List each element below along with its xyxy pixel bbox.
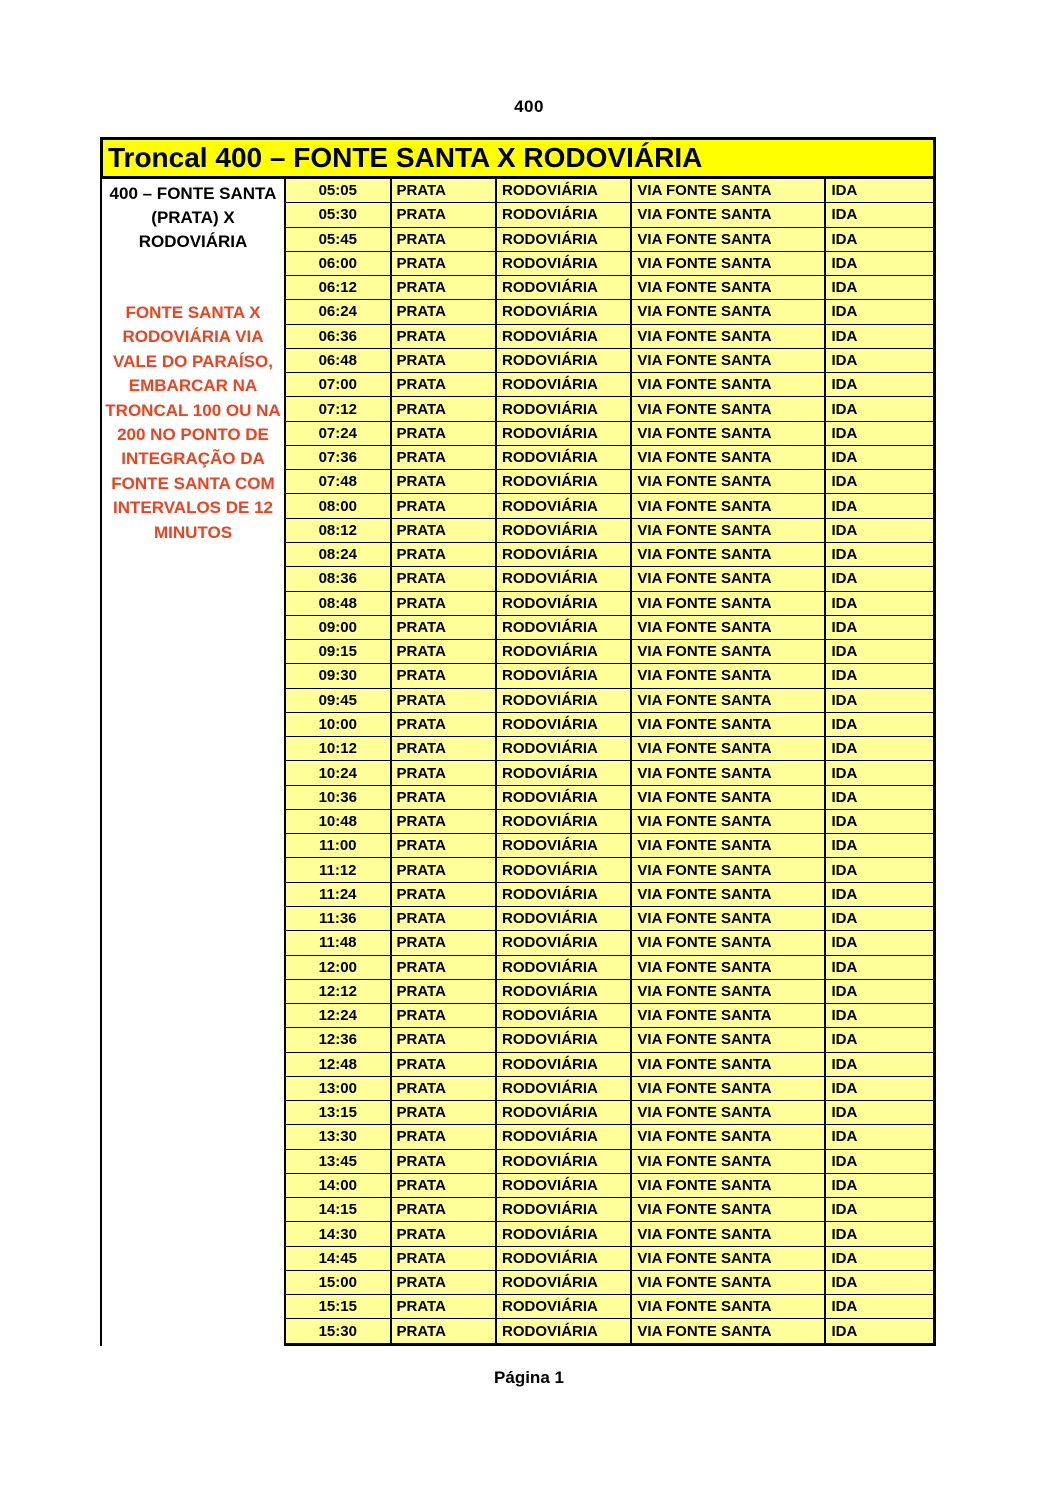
table-row [286, 761, 933, 785]
destination-cell: RODOVIÁRIA [497, 664, 632, 687]
table-row [286, 567, 933, 591]
origin-cell: PRATA [392, 907, 498, 930]
departure-time-cell: 13:45 [286, 1150, 392, 1173]
table-row [286, 1150, 933, 1174]
origin-cell: PRATA [392, 834, 498, 857]
direction-cell: IDA [831, 1201, 858, 1219]
table-row [286, 956, 933, 980]
departure-time-cell: 10:12 [286, 737, 392, 760]
direction-cell: IDA [831, 764, 858, 782]
destination-cell: RODOVIÁRIA [497, 956, 632, 979]
destination-cell: RODOVIÁRIA [497, 737, 632, 760]
departure-time-cell: 09:15 [286, 640, 392, 663]
direction-cell: IDA [831, 230, 858, 248]
destination-cell: RODOVIÁRIA [497, 276, 632, 299]
destination-cell: RODOVIÁRIA [497, 786, 632, 809]
via-cell: VIA FONTE SANTA [632, 519, 826, 542]
destination-cell: RODOVIÁRIA [497, 689, 632, 712]
table-row [286, 203, 933, 227]
table-row [286, 325, 933, 349]
via-cell: VIA FONTE SANTA [632, 786, 826, 809]
origin-cell: PRATA [392, 1295, 498, 1318]
via-cell: VIA FONTE SANTA [632, 1028, 826, 1051]
table-row [286, 1247, 933, 1271]
direction-cell: IDA [831, 1055, 858, 1073]
destination-cell: RODOVIÁRIA [497, 397, 632, 420]
destination-cell: RODOVIÁRIA [497, 373, 632, 396]
schedule-rows [284, 179, 936, 1346]
origin-cell: PRATA [392, 1077, 498, 1100]
direction-cell: IDA [831, 473, 858, 491]
table-row [286, 179, 933, 203]
table-row [286, 1101, 933, 1125]
route-name: 400 – FONTE SANTA (PRATA) X RODOVIÁRIA [109, 184, 277, 251]
via-cell: VIA FONTE SANTA [632, 737, 826, 760]
direction-cell: IDA [831, 1177, 858, 1195]
direction-cell: IDA [831, 206, 858, 224]
direction-cell: IDA [831, 885, 858, 903]
destination-cell: RODOVIÁRIA [497, 470, 632, 493]
departure-time-cell: 07:00 [286, 373, 392, 396]
via-cell: VIA FONTE SANTA [632, 1198, 826, 1221]
origin-cell: PRATA [392, 252, 498, 275]
direction-cell: IDA [831, 910, 858, 928]
origin-cell: PRATA [392, 1101, 498, 1124]
via-cell: VIA FONTE SANTA [632, 1174, 826, 1197]
origin-cell: PRATA [392, 592, 498, 615]
origin-cell: PRATA [392, 737, 498, 760]
destination-cell: RODOVIÁRIA [497, 931, 632, 954]
destination-cell: RODOVIÁRIA [497, 883, 632, 906]
departure-time-cell: 10:24 [286, 761, 392, 784]
via-cell: VIA FONTE SANTA [632, 810, 826, 833]
via-cell: VIA FONTE SANTA [632, 834, 826, 857]
destination-cell: RODOVIÁRIA [497, 907, 632, 930]
destination-cell: RODOVIÁRIA [497, 422, 632, 445]
via-cell: VIA FONTE SANTA [632, 252, 826, 275]
destination-cell: RODOVIÁRIA [497, 1125, 632, 1148]
departure-time-cell: 07:24 [286, 422, 392, 445]
via-cell: VIA FONTE SANTA [632, 858, 826, 881]
page-footer: Página 1 [494, 1368, 564, 1387]
departure-time-cell: 06:12 [286, 276, 392, 299]
departure-time-cell: 13:00 [286, 1077, 392, 1100]
origin-cell: PRATA [392, 640, 498, 663]
route-title-bar [100, 137, 936, 179]
via-cell: VIA FONTE SANTA [632, 689, 826, 712]
table-row [286, 1004, 933, 1028]
origin-cell: PRATA [392, 325, 498, 348]
direction-cell: IDA [831, 1274, 858, 1292]
via-cell: VIA FONTE SANTA [632, 907, 826, 930]
departure-time-cell: 12:36 [286, 1028, 392, 1051]
table-row [286, 1125, 933, 1149]
via-cell: VIA FONTE SANTA [632, 1101, 826, 1124]
departure-time-cell: 12:00 [286, 956, 392, 979]
destination-cell: RODOVIÁRIA [497, 567, 632, 590]
departure-time-cell: 11:48 [286, 931, 392, 954]
table-row [286, 1319, 933, 1342]
origin-cell: PRATA [392, 470, 498, 493]
destination-cell: RODOVIÁRIA [497, 592, 632, 615]
direction-cell: IDA [831, 1104, 858, 1122]
table-row [286, 1295, 933, 1319]
destination-cell: RODOVIÁRIA [497, 228, 632, 251]
origin-cell: PRATA [392, 1053, 498, 1076]
destination-cell: RODOVIÁRIA [497, 810, 632, 833]
departure-time-cell: 06:36 [286, 325, 392, 348]
direction-cell: IDA [831, 1007, 858, 1025]
origin-cell: PRATA [392, 1319, 498, 1342]
destination-cell: RODOVIÁRIA [497, 616, 632, 639]
table-row [286, 664, 933, 688]
via-cell: VIA FONTE SANTA [632, 592, 826, 615]
origin-cell: PRATA [392, 883, 498, 906]
origin-cell: PRATA [392, 567, 498, 590]
origin-cell: PRATA [392, 858, 498, 881]
via-cell: VIA FONTE SANTA [632, 1053, 826, 1076]
via-cell: VIA FONTE SANTA [632, 470, 826, 493]
direction-cell: IDA [831, 837, 858, 855]
via-cell: VIA FONTE SANTA [632, 397, 826, 420]
direction-cell: IDA [831, 182, 858, 200]
table-row [286, 1053, 933, 1077]
origin-cell: PRATA [392, 373, 498, 396]
departure-time-cell: 12:48 [286, 1053, 392, 1076]
table-row [286, 397, 933, 421]
destination-cell: RODOVIÁRIA [497, 325, 632, 348]
direction-cell: IDA [831, 546, 858, 564]
destination-cell: RODOVIÁRIA [497, 300, 632, 323]
table-row [286, 1198, 933, 1222]
origin-cell: PRATA [392, 761, 498, 784]
via-cell: VIA FONTE SANTA [632, 956, 826, 979]
table-row [286, 1077, 933, 1101]
direction-cell: IDA [831, 691, 858, 709]
origin-cell: PRATA [392, 276, 498, 299]
direction-cell: IDA [831, 376, 858, 394]
table-row [286, 1174, 933, 1198]
origin-cell: PRATA [392, 1271, 498, 1294]
via-cell: VIA FONTE SANTA [632, 446, 826, 469]
route-info-panel [100, 179, 284, 1346]
table-row [286, 373, 933, 397]
departure-time-cell: 09:45 [286, 689, 392, 712]
table-row [286, 810, 933, 834]
table-row [286, 858, 933, 882]
direction-cell: IDA [831, 667, 858, 685]
departure-time-cell: 15:30 [286, 1319, 392, 1342]
departure-time-cell: 11:12 [286, 858, 392, 881]
origin-cell: PRATA [392, 446, 498, 469]
departure-time-cell: 05:30 [286, 203, 392, 226]
table-row [286, 543, 933, 567]
via-cell: VIA FONTE SANTA [632, 713, 826, 736]
origin-cell: PRATA [392, 349, 498, 372]
departure-time-cell: 08:24 [286, 543, 392, 566]
departure-time-cell: 09:00 [286, 616, 392, 639]
via-cell: VIA FONTE SANTA [632, 494, 826, 517]
direction-cell: IDA [831, 982, 858, 1000]
origin-cell: PRATA [392, 810, 498, 833]
departure-time-cell: 10:36 [286, 786, 392, 809]
direction-cell: IDA [831, 303, 858, 321]
via-cell: VIA FONTE SANTA [632, 1295, 826, 1318]
table-row [286, 349, 933, 373]
departure-time-cell: 15:15 [286, 1295, 392, 1318]
departure-time-cell: 05:05 [286, 179, 392, 202]
via-cell: VIA FONTE SANTA [632, 1247, 826, 1270]
destination-cell: RODOVIÁRIA [497, 519, 632, 542]
via-cell: VIA FONTE SANTA [632, 761, 826, 784]
destination-cell: RODOVIÁRIA [497, 834, 632, 857]
origin-cell: PRATA [392, 1004, 498, 1027]
via-cell: VIA FONTE SANTA [632, 883, 826, 906]
departure-time-cell: 13:15 [286, 1101, 392, 1124]
direction-cell: IDA [831, 327, 858, 345]
origin-cell: PRATA [392, 1125, 498, 1148]
page-header-route-number: 400 [514, 97, 544, 116]
direction-cell: IDA [831, 740, 858, 758]
departure-time-cell: 14:45 [286, 1247, 392, 1270]
departure-time-cell: 14:30 [286, 1222, 392, 1245]
table-row [286, 300, 933, 324]
table-row [286, 737, 933, 761]
destination-cell: RODOVIÁRIA [497, 1101, 632, 1124]
departure-time-cell: 15:00 [286, 1271, 392, 1294]
destination-cell: RODOVIÁRIA [497, 1077, 632, 1100]
table-row [286, 834, 933, 858]
via-cell: VIA FONTE SANTA [632, 640, 826, 663]
via-cell: VIA FONTE SANTA [632, 1150, 826, 1173]
via-cell: VIA FONTE SANTA [632, 664, 826, 687]
direction-cell: IDA [831, 958, 858, 976]
direction-cell: IDA [831, 618, 858, 636]
table-row [286, 1271, 933, 1295]
origin-cell: PRATA [392, 422, 498, 445]
origin-cell: PRATA [392, 1174, 498, 1197]
direction-cell: IDA [831, 351, 858, 369]
departure-time-cell: 09:30 [286, 664, 392, 687]
destination-cell: RODOVIÁRIA [497, 203, 632, 226]
destination-cell: RODOVIÁRIA [497, 761, 632, 784]
via-cell: VIA FONTE SANTA [632, 276, 826, 299]
origin-cell: PRATA [392, 494, 498, 517]
origin-cell: PRATA [392, 519, 498, 542]
destination-cell: RODOVIÁRIA [497, 349, 632, 372]
direction-cell: IDA [831, 1079, 858, 1097]
direction-cell: IDA [831, 400, 858, 418]
direction-cell: IDA [831, 279, 858, 297]
direction-cell: IDA [831, 1128, 858, 1146]
via-cell: VIA FONTE SANTA [632, 567, 826, 590]
origin-cell: PRATA [392, 786, 498, 809]
destination-cell: RODOVIÁRIA [497, 494, 632, 517]
destination-cell: RODOVIÁRIA [497, 980, 632, 1003]
departure-time-cell: 10:00 [286, 713, 392, 736]
via-cell: VIA FONTE SANTA [632, 1222, 826, 1245]
direction-cell: IDA [831, 254, 858, 272]
destination-cell: RODOVIÁRIA [497, 1174, 632, 1197]
via-cell: VIA FONTE SANTA [632, 228, 826, 251]
destination-cell: RODOVIÁRIA [497, 543, 632, 566]
destination-cell: RODOVIÁRIA [497, 1004, 632, 1027]
direction-cell: IDA [831, 1298, 858, 1316]
direction-cell: IDA [831, 449, 858, 467]
table-row [286, 640, 933, 664]
via-cell: VIA FONTE SANTA [632, 1319, 826, 1342]
via-cell: VIA FONTE SANTA [632, 300, 826, 323]
via-cell: VIA FONTE SANTA [632, 325, 826, 348]
departure-time-cell: 06:48 [286, 349, 392, 372]
departure-time-cell: 07:48 [286, 470, 392, 493]
destination-cell: RODOVIÁRIA [497, 1053, 632, 1076]
destination-cell: RODOVIÁRIA [497, 1319, 632, 1342]
origin-cell: PRATA [392, 397, 498, 420]
origin-cell: PRATA [392, 956, 498, 979]
departure-time-cell: 12:12 [286, 980, 392, 1003]
table-row [286, 883, 933, 907]
destination-cell: RODOVIÁRIA [497, 252, 632, 275]
departure-time-cell: 05:45 [286, 228, 392, 251]
destination-cell: RODOVIÁRIA [497, 1222, 632, 1245]
direction-cell: IDA [831, 1225, 858, 1243]
via-cell: VIA FONTE SANTA [632, 422, 826, 445]
table-row [286, 276, 933, 300]
origin-cell: PRATA [392, 1150, 498, 1173]
origin-cell: PRATA [392, 203, 498, 226]
route-title: Troncal 400 – FONTE SANTA X RODOVIÁRIA [108, 142, 703, 173]
departure-time-cell: 07:36 [286, 446, 392, 469]
departure-time-cell: 12:24 [286, 1004, 392, 1027]
departure-time-cell: 06:00 [286, 252, 392, 275]
departure-time-cell: 08:36 [286, 567, 392, 590]
table-row [286, 907, 933, 931]
direction-cell: IDA [831, 594, 858, 612]
destination-cell: RODOVIÁRIA [497, 858, 632, 881]
destination-cell: RODOVIÁRIA [497, 1271, 632, 1294]
table-row [286, 931, 933, 955]
destination-cell: RODOVIÁRIA [497, 1028, 632, 1051]
destination-cell: RODOVIÁRIA [497, 640, 632, 663]
via-cell: VIA FONTE SANTA [632, 373, 826, 396]
direction-cell: IDA [831, 934, 858, 952]
via-cell: VIA FONTE SANTA [632, 1077, 826, 1100]
origin-cell: PRATA [392, 664, 498, 687]
direction-cell: IDA [831, 497, 858, 515]
via-cell: VIA FONTE SANTA [632, 1004, 826, 1027]
table-row [286, 592, 933, 616]
direction-cell: IDA [831, 521, 858, 539]
origin-cell: PRATA [392, 300, 498, 323]
destination-cell: RODOVIÁRIA [497, 446, 632, 469]
table-row [286, 422, 933, 446]
departure-time-cell: 14:00 [286, 1174, 392, 1197]
departure-time-cell: 11:24 [286, 883, 392, 906]
origin-cell: PRATA [392, 689, 498, 712]
origin-cell: PRATA [392, 1198, 498, 1221]
destination-cell: RODOVIÁRIA [497, 713, 632, 736]
direction-cell: IDA [831, 861, 858, 879]
origin-cell: PRATA [392, 1028, 498, 1051]
departure-time-cell: 11:00 [286, 834, 392, 857]
via-cell: VIA FONTE SANTA [632, 179, 826, 202]
destination-cell: RODOVIÁRIA [497, 1150, 632, 1173]
departure-time-cell: 10:48 [286, 810, 392, 833]
table-row [286, 494, 933, 518]
table-row [286, 252, 933, 276]
via-cell: VIA FONTE SANTA [632, 543, 826, 566]
origin-cell: PRATA [392, 1222, 498, 1245]
direction-cell: IDA [831, 1249, 858, 1267]
direction-cell: IDA [831, 788, 858, 806]
departure-time-cell: 13:30 [286, 1125, 392, 1148]
origin-cell: PRATA [392, 931, 498, 954]
departure-time-cell: 06:24 [286, 300, 392, 323]
departure-time-cell: 08:12 [286, 519, 392, 542]
via-cell: VIA FONTE SANTA [632, 1125, 826, 1148]
destination-cell: RODOVIÁRIA [497, 1198, 632, 1221]
table-row [286, 446, 933, 470]
direction-cell: IDA [831, 643, 858, 661]
origin-cell: PRATA [392, 179, 498, 202]
table-row [286, 470, 933, 494]
route-note: FONTE SANTA X RODOVIÁRIA VIA VALE DO PARAÍSO, EMBARCAR NA TRONCAL 100 OU NA 200 NO PONTO DE INTEGRAÇÃO DA FONTE SANTA COM INTERVALOS DE 12 MINUTOS [105, 303, 281, 542]
table-row [286, 616, 933, 640]
table-row [286, 1028, 933, 1052]
table-row [286, 980, 933, 1004]
direction-cell: IDA [831, 1031, 858, 1049]
departure-time-cell: 07:12 [286, 397, 392, 420]
via-cell: VIA FONTE SANTA [632, 931, 826, 954]
origin-cell: PRATA [392, 1247, 498, 1270]
via-cell: VIA FONTE SANTA [632, 203, 826, 226]
via-cell: VIA FONTE SANTA [632, 616, 826, 639]
destination-cell: RODOVIÁRIA [497, 1247, 632, 1270]
departure-time-cell: 08:48 [286, 592, 392, 615]
direction-cell: IDA [831, 424, 858, 442]
departure-time-cell: 08:00 [286, 494, 392, 517]
origin-cell: PRATA [392, 713, 498, 736]
destination-cell: RODOVIÁRIA [497, 179, 632, 202]
origin-cell: PRATA [392, 980, 498, 1003]
table-row [286, 519, 933, 543]
origin-cell: PRATA [392, 616, 498, 639]
departure-time-cell: 11:36 [286, 907, 392, 930]
table-row [286, 228, 933, 252]
via-cell: VIA FONTE SANTA [632, 980, 826, 1003]
table-row [286, 689, 933, 713]
direction-cell: IDA [831, 1152, 858, 1170]
origin-cell: PRATA [392, 543, 498, 566]
departure-time-cell: 14:15 [286, 1198, 392, 1221]
via-cell: VIA FONTE SANTA [632, 349, 826, 372]
table-row [286, 786, 933, 810]
timetable [100, 179, 936, 1346]
direction-cell: IDA [831, 715, 858, 733]
destination-cell: RODOVIÁRIA [497, 1295, 632, 1318]
origin-cell: PRATA [392, 228, 498, 251]
via-cell: VIA FONTE SANTA [632, 1271, 826, 1294]
table-row [286, 713, 933, 737]
direction-cell: IDA [831, 1322, 858, 1340]
table-row [286, 1222, 933, 1246]
direction-cell: IDA [831, 570, 858, 588]
direction-cell: IDA [831, 813, 858, 831]
